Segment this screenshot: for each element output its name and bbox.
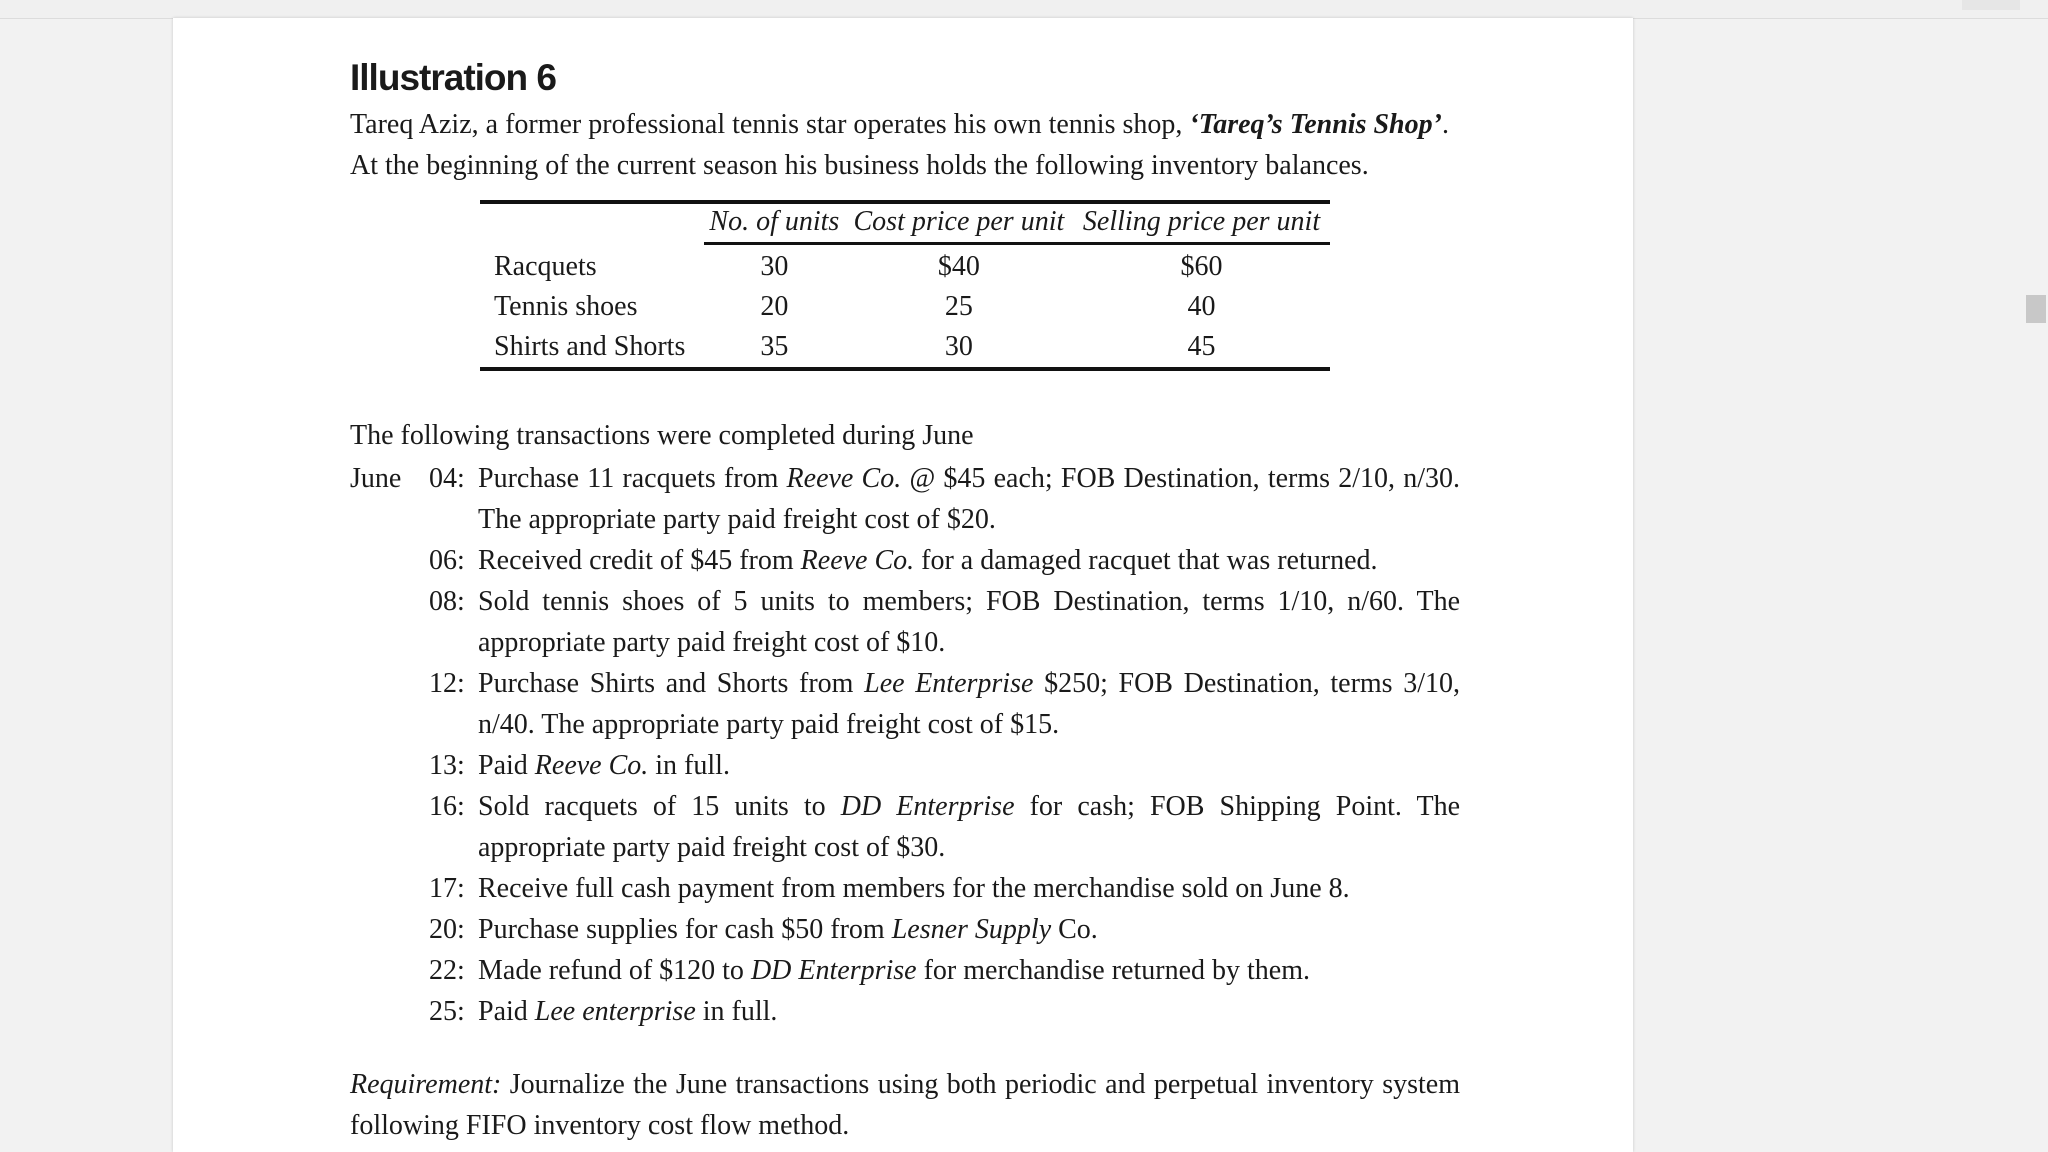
transaction-row xyxy=(350,663,1460,745)
transaction-text xyxy=(478,950,1460,991)
transaction-date: 16: xyxy=(429,791,465,823)
header-units: No. of units xyxy=(704,204,845,244)
transaction-text-segment: Received credit of $45 from xyxy=(478,545,801,577)
transaction-month xyxy=(350,909,429,950)
transaction-text-segment: Sold racquets of 15 units to xyxy=(478,791,841,823)
transaction-row xyxy=(350,909,1460,950)
toolbar-button[interactable] xyxy=(1962,0,2020,10)
transaction-row xyxy=(350,868,1460,909)
transaction-row xyxy=(350,991,1460,1032)
transaction-month: June xyxy=(350,463,402,495)
transaction-text xyxy=(478,909,1460,950)
intro-text-2: . At the beginning of the current season his business holds the following inventory balances. xyxy=(350,109,1449,182)
transaction-date: 20: xyxy=(429,914,465,946)
transaction-row xyxy=(350,458,1460,540)
transaction-text-segment: Purchase Shirts and Shorts from xyxy=(478,668,865,700)
transaction-row xyxy=(350,950,1460,991)
scrollbar-thumb[interactable] xyxy=(2026,295,2046,323)
transaction-date: 12: xyxy=(429,668,465,700)
shop-name: ‘Tareq’s Tennis Shop’ xyxy=(1189,109,1442,141)
cell-item: Tennis shoes xyxy=(494,291,638,323)
company-name: Lesner Supply xyxy=(891,914,1052,946)
transaction-text-segment: Paid xyxy=(478,750,535,782)
transaction-text-segment: Purchase supplies for cash $50 from xyxy=(478,914,892,946)
transaction-text xyxy=(478,868,1460,909)
requirement-paragraph xyxy=(350,1064,1460,1146)
transaction-row xyxy=(350,786,1460,868)
transaction-date: 13: xyxy=(429,750,465,782)
transaction-text xyxy=(478,745,1460,786)
company-name: Reeve Co. xyxy=(786,463,902,495)
transaction-date: 17: xyxy=(429,873,465,905)
cell-units: 35 xyxy=(760,331,789,363)
transaction-text-segment: Co. xyxy=(1051,914,1098,946)
transaction-date: 08: xyxy=(429,586,465,618)
transaction-row xyxy=(350,745,1460,786)
header-selling: Selling price per unit xyxy=(1073,204,1330,244)
page-title: Illustration 6 xyxy=(350,57,556,98)
inventory-table xyxy=(480,200,1330,375)
cell-selling: 45 xyxy=(1187,331,1216,363)
document-content xyxy=(350,56,1460,1146)
transaction-text-segment: Made refund of $120 to xyxy=(478,955,751,987)
cell-cost: $40 xyxy=(937,251,980,283)
table-row xyxy=(480,287,1330,327)
company-name: DD Enterprise xyxy=(840,791,1015,823)
cell-cost: 25 xyxy=(944,291,973,323)
requirement-text: Journalize the June transactions using both periodic and perpetual inventory system following FIFO inventory cost flow method. xyxy=(350,1069,1460,1142)
transaction-date: 22: xyxy=(429,955,465,987)
transaction-text-segment: for a damaged racquet that was returned. xyxy=(914,545,1378,577)
cell-selling: 40 xyxy=(1187,291,1216,323)
transaction-month xyxy=(350,663,429,745)
transaction-date: 04: xyxy=(429,463,465,495)
cell-units: 30 xyxy=(760,251,789,283)
transaction-text-segment: for merchandise returned by them. xyxy=(916,955,1311,987)
transaction-row xyxy=(350,581,1460,663)
company-name: Reeve Co. xyxy=(534,750,649,782)
transaction-text-segment: Paid xyxy=(478,996,535,1028)
header-blank xyxy=(480,204,704,244)
header-cost: Cost price per unit xyxy=(845,204,1073,244)
transaction-text-segment: in full. xyxy=(648,750,730,782)
transaction-text xyxy=(478,458,1460,540)
transaction-row xyxy=(350,540,1460,581)
cell-units: 20 xyxy=(760,291,789,323)
cell-item: Racquets xyxy=(494,250,597,282)
transaction-month xyxy=(350,745,429,786)
table-row xyxy=(480,244,1330,288)
transaction-text xyxy=(478,581,1460,663)
transaction-text-segment: for cash; FOB Shipping Point. The appropriate party paid freight cost of $30. xyxy=(478,791,1460,864)
transaction-month xyxy=(350,868,429,909)
company-name: Reeve Co. xyxy=(800,545,915,577)
transactions-intro: The following transactions were completed during June xyxy=(350,420,974,452)
cell-selling: $60 xyxy=(1180,251,1223,283)
transaction-month xyxy=(350,786,429,868)
transaction-date: 25: xyxy=(429,996,465,1028)
transaction-date: 06: xyxy=(429,545,465,577)
transaction-text-segment: Receive full cash payment from members for the merchandise sold on June 8. xyxy=(478,873,1350,905)
cell-cost: 30 xyxy=(944,331,973,363)
transaction-text xyxy=(478,663,1460,745)
transaction-text-segment: Sold tennis shoes of 5 units to members; FOB Destination, terms 1/10, n/60. The appropriate party paid freight cost of $10. xyxy=(478,586,1460,659)
table-row xyxy=(480,327,1330,369)
company-name: DD Enterprise xyxy=(750,955,917,987)
requirement-label: Requirement: xyxy=(350,1069,502,1101)
transaction-text-segment: @ $45 each; FOB Destination, terms 2/10, n/30. The appropriate party paid freight cost of $20. xyxy=(478,463,1461,536)
transaction-text xyxy=(478,991,1460,1032)
viewer-top-bar xyxy=(0,0,2048,19)
cell-item: Shirts and Shorts xyxy=(494,331,686,363)
company-name: Lee enterprise xyxy=(534,996,696,1028)
intro-paragraph xyxy=(350,104,1460,186)
intro-text-1: Tareq Aziz, a former professional tennis star operates his own tennis shop, xyxy=(350,109,1190,141)
transaction-text-segment: $250; FOB Destination, terms 3/10, n/40. The appropriate party paid freight cost of $15. xyxy=(478,668,1461,741)
transaction-text xyxy=(478,786,1460,868)
transaction-text xyxy=(478,540,1460,581)
company-name: Lee Enterprise xyxy=(864,668,1034,700)
transaction-text-segment: in full. xyxy=(695,996,778,1028)
transactions-list xyxy=(350,458,1460,1032)
transaction-month xyxy=(350,991,429,1032)
transaction-month xyxy=(350,581,429,663)
transaction-month xyxy=(350,950,429,991)
transaction-month xyxy=(350,540,429,581)
transaction-text-segment: Purchase 11 racquets from xyxy=(478,463,787,495)
